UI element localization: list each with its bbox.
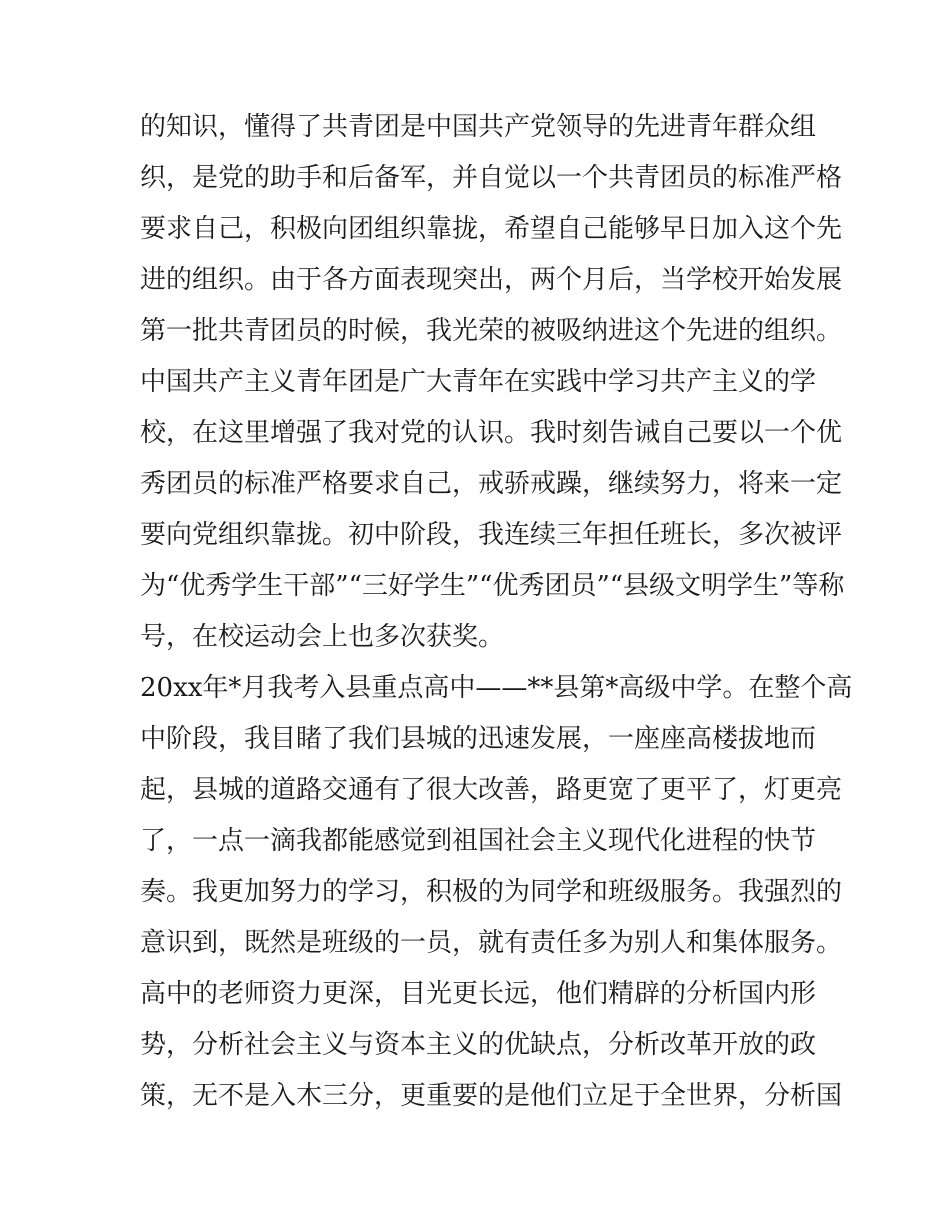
text-line: 为“优秀学生干部”“三好学生”“优秀团员”“县级文明学生”等称 — [140, 571, 845, 601]
text-line: 织，是党的助手和后备军，并自觉以一个共青团员的标准严格 — [140, 163, 843, 193]
text-line: 策，无不是入木三分，更重要的是他们立足于全世界，分析国 — [140, 1081, 843, 1111]
text-line: 进的组织。由于各方面表现突出，两个月后，当学校开始发展 — [140, 265, 843, 295]
text-line: 第一批共青团员的时候，我光荣的被吸纳进这个先进的组织。 — [140, 316, 843, 346]
text-line: 20xx年*月我考入县重点高中——**县第*高级中学。在整个高 — [140, 673, 853, 703]
text-line: 秀团员的标准严格要求自己，戒骄戒躁，继续努力，将来一定 — [140, 469, 843, 499]
text-line: 起，县城的道路交通有了很大改善，路更宽了更平了，灯更亮 — [140, 775, 843, 805]
text-line: 号，在校运动会上也多次获奖。 — [140, 622, 505, 652]
text-line: 中阶段，我目睹了我们县城的迅速发展，一座座高楼拔地而 — [140, 724, 817, 754]
text-line: 奏。我更加努力的学习，积极的为同学和班级服务。我强烈的 — [140, 877, 843, 907]
text-line: 势，分析社会主义与资本主义的优缺点，分析改革开放的政 — [140, 1030, 817, 1060]
text-line: 了，一点一滴我都能感觉到祖国社会主义现代化进程的快节 — [140, 826, 817, 856]
text-line: 要向党组织靠拢。初中阶段，我连续三年担任班长，多次被评 — [140, 520, 843, 550]
text-line: 高中的老师资力更深，目光更长远，他们精辟的分析国内形 — [140, 979, 817, 1009]
text-line: 中国共产主义青年团是广大青年在实践中学习共产主义的学 — [140, 367, 817, 397]
text-line: 的知识，懂得了共青团是中国共产党领导的先进青年群众组 — [140, 112, 817, 142]
text-line: 要求自己，积极向团组织靠拢，希望自己能够早日加入这个先 — [140, 214, 843, 244]
text-line: 意识到，既然是班级的一员，就有责任多为别人和集体服务。 — [140, 928, 843, 958]
text-line: 校，在这里增强了我对党的认识。我时刻告诫自己要以一个优 — [140, 418, 843, 448]
